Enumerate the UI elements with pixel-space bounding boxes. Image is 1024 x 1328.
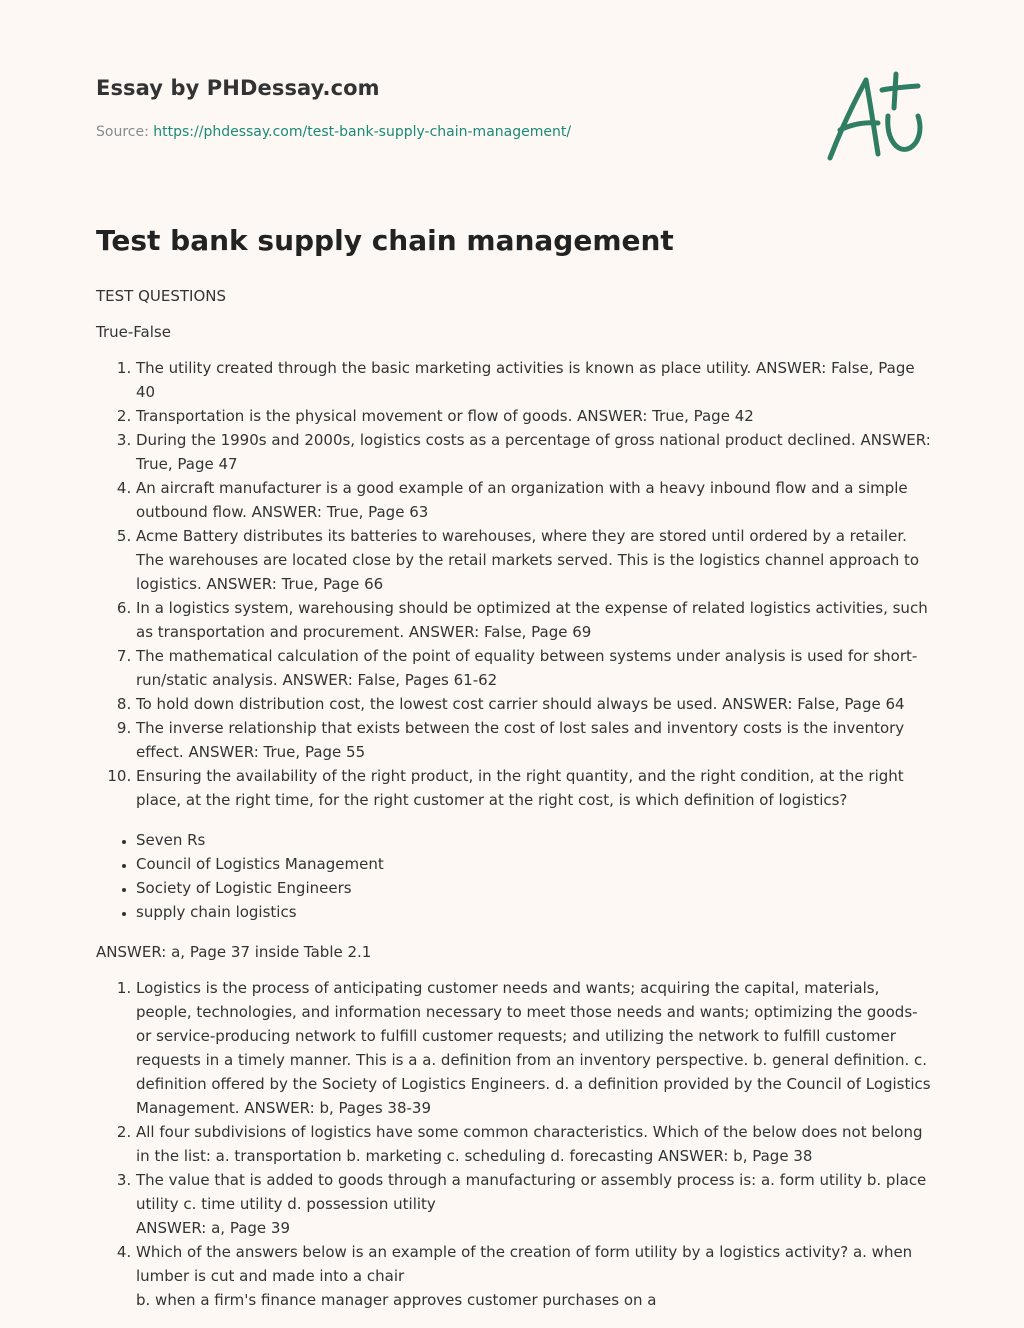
document-title: Test bank supply chain management bbox=[96, 224, 674, 257]
question-text: Which of the answers below is an example of the creation of form utility by a logistics activity? a. when lumber is cut and made into a chair bbox=[136, 1243, 913, 1285]
options-list bbox=[96, 828, 932, 924]
list-item bbox=[136, 1168, 932, 1240]
site-title: Essay by PHDessay.com bbox=[96, 76, 380, 100]
section-heading: TEST QUESTIONS bbox=[96, 287, 227, 305]
list-item: 10. Ensuring the availability of the right product, in the right quantity, and the right condition, at the right place, at the right time, for the right customer at the right cost, is which definition of logistics? bbox=[136, 764, 932, 812]
option-item: • Seven Rs bbox=[136, 828, 932, 852]
subheading: True-False bbox=[96, 323, 171, 341]
a-plus-logo bbox=[826, 68, 926, 164]
list-item: 7. The mathematical calculation of the point of equality between systems under analysis is used for short-run/static analysis. ANSWER: False, Pages 61-62 bbox=[136, 644, 932, 692]
source-link[interactable]: https://phdessay.com/test-bank-supply-chain-management/ bbox=[153, 124, 572, 140]
list-item bbox=[136, 1240, 932, 1312]
list-item: 8. To hold down distribution cost, the lowest cost carrier should always be used. ANSWER: False, Page 64 bbox=[136, 692, 932, 716]
list-item: 6. In a logistics system, warehousing should be optimized at the expense of related logistics activities, such as transportation and procurement. ANSWER: False, Page 69 bbox=[136, 596, 932, 644]
question-text: The value that is added to goods through a manufacturing or assembly process is: a. form utility b. place utility c. time utility d. possession utility bbox=[136, 1171, 927, 1213]
question-text: Logistics is the process of anticipating customer needs and wants; acquiring the capital, materials, people, technologies, and information necessary to meet those needs and wants; optimizing the goods- or service-producing network to fulfill customer requests; and utilizing the network to fulfill customer requests in a timely manner. This is a a. definition from an inventory perspective. b. general definition. c. definition offered by the Society of Logistics Engineers. d. a definition provided by the Council of Logistics Management. ANSWER: b, Pages 38-39 bbox=[136, 979, 931, 1117]
list-item: 9. The inverse relationship that exists between the cost of lost sales and inventory costs is the inventory effect. ANSWER: True, Page 55 bbox=[136, 716, 932, 764]
list-item: 3. During the 1990s and 2000s, logistics costs as a percentage of gross national product declined. ANSWER: True, Page 47 bbox=[136, 428, 932, 476]
question-continuation: b. when a firm's finance manager approves customer purchases on a bbox=[136, 1291, 657, 1309]
true-false-list bbox=[96, 356, 932, 812]
list-item bbox=[136, 1120, 932, 1168]
list-item bbox=[136, 976, 932, 1120]
option-item: • supply chain logistics bbox=[136, 900, 932, 924]
list-item: 5. Acme Battery distributes its batteries to warehouses, where they are stored until ordered by a retailer. The warehouses are located close by the retail markets served. This is the logistics channel approach to logistics. ANSWER: True, Page 66 bbox=[136, 524, 932, 596]
list-item: 4. An aircraft manufacturer is a good example of an organization with a heavy inbound flow and a simple outbound flow. ANSWER: True, Page 63 bbox=[136, 476, 932, 524]
document-body bbox=[96, 284, 932, 1328]
source-label: Source: bbox=[96, 124, 149, 140]
question-answer: ANSWER: a, Page 39 bbox=[136, 1219, 290, 1237]
source-line bbox=[96, 124, 571, 140]
option-item: • Society of Logistic Engineers bbox=[136, 876, 932, 900]
multiple-choice-list bbox=[96, 976, 932, 1312]
options-answer: ANSWER: a, Page 37 inside Table 2.1 bbox=[96, 943, 372, 961]
option-item: • Council of Logistics Management bbox=[136, 852, 932, 876]
list-item: 2. Transportation is the physical movement or flow of goods. ANSWER: True, Page 42 bbox=[136, 404, 932, 428]
question-text: All four subdivisions of logistics have some common characteristics. Which of the below does not belong in the list: a. transportation b. marketing c. scheduling d. forecasting ANSWER: b, Page 38 bbox=[136, 1123, 923, 1165]
list-item: 1. The utility created through the basic marketing activities is known as place utility. ANSWER: False, Page 40 bbox=[136, 356, 932, 404]
